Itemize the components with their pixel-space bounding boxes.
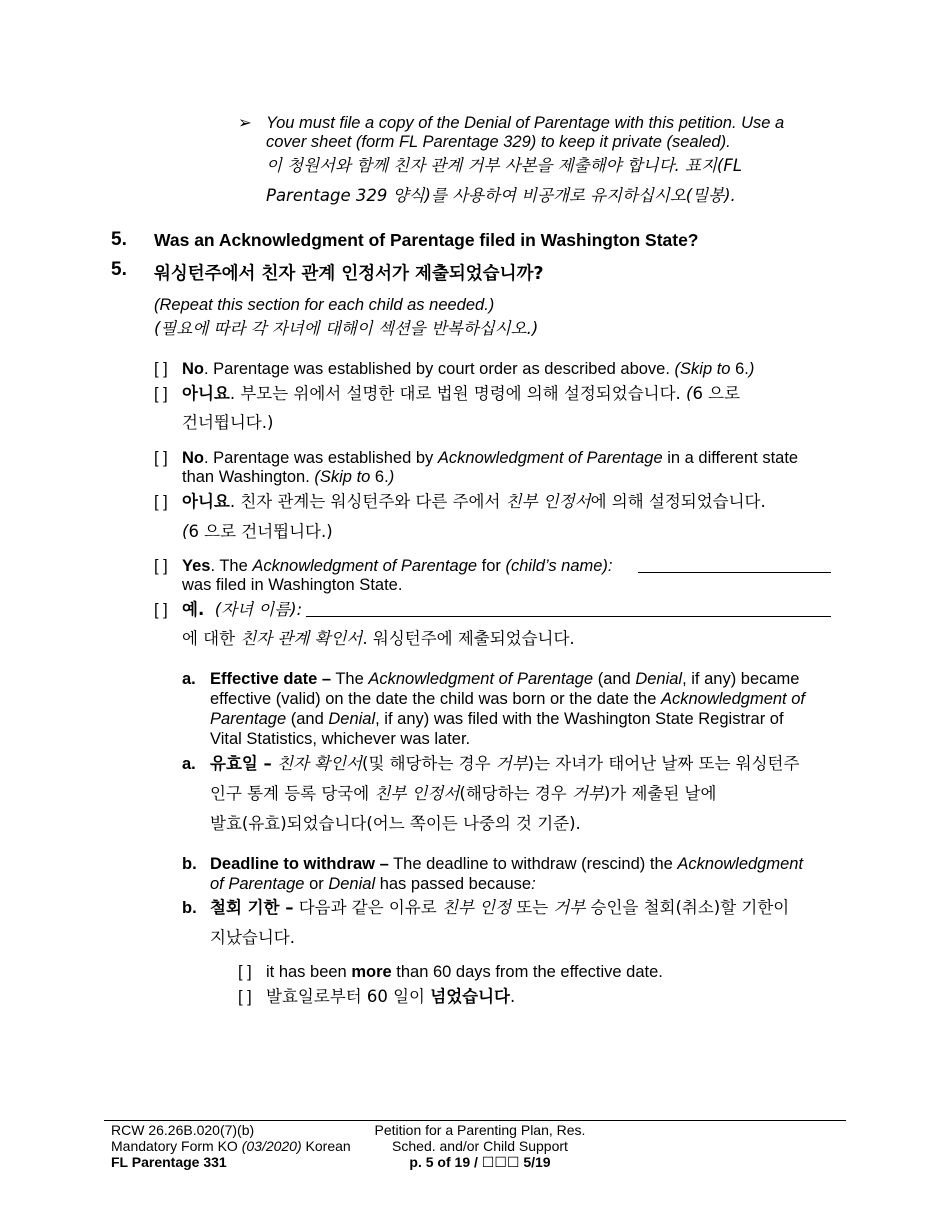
option-no-other-state-en-line2: than Washington. (Skip to 6.) (182, 468, 395, 486)
item-a-letter: a. (182, 670, 196, 688)
footer-statute: RCW 26.26B.020(7)(b) (111, 1122, 255, 1138)
option-yes-ko-line2: 에 대한 친자 관계 확인서. 워싱턴주에 제출되었습니다. (182, 629, 575, 648)
item-b-letter-ko: b. (182, 899, 197, 917)
checkbox-yes-ko[interactable]: [ ] (154, 601, 168, 619)
option-yes-en-line2: was filed in Washington State. (182, 576, 403, 594)
footer-doc-title-line2: Sched. and/or Child Support (392, 1138, 568, 1154)
section-number: 5. (111, 229, 127, 250)
checkbox-no-court-order[interactable]: [ ] (154, 360, 168, 378)
item-a-en-line1: Effective date – The Acknowledgment of Parentage (and Denial, if any) became (210, 670, 800, 688)
option-more-than-60-days-ko: 발효일로부터 60 일이 넘었습니다. (266, 987, 516, 1006)
checkbox-no-court-order-ko[interactable]: [ ] (154, 385, 168, 403)
item-a-en-line4: Vital Statistics, whichever was later. (210, 730, 471, 748)
child-name-input-ko[interactable] (306, 602, 831, 617)
arrow-bullet-icon: ➢ (238, 114, 252, 132)
option-no-court-order-ko-line2: 건너뜁니다.) (182, 413, 274, 432)
footer-form-version: Mandatory Form KO (03/2020) Korean (111, 1138, 351, 1154)
checkbox-more-than-60-days[interactable]: [ ] (238, 963, 252, 981)
item-b-ko-line1: 철회 기한 – 다음과 같은 이유로 친부 인정 또는 거부 승인을 철회(취소)할 기한이 (210, 898, 790, 917)
item-b-ko-line2: 지났습니다. (210, 928, 295, 947)
bullet-text-en-line1: You must file a copy of the Denial of Parentage with this petition. Use a (266, 114, 785, 132)
checkbox-no-other-state[interactable]: [ ] (154, 449, 168, 467)
item-b-en-line2: of Parentage or Denial has passed because: (210, 875, 536, 893)
item-a-ko-line3: 발효(유효)되었습니다(어느 쪽이든 나중의 것 기준). (210, 814, 581, 833)
footer-doc-title-line1: Petition for a Parenting Plan, Res. (374, 1122, 586, 1138)
option-no-court-order-en: No. Parentage was established by court order as described above. (Skip to 6.) (182, 360, 755, 378)
option-more-than-60-days-en: it has been more than 60 days from the effective date. (266, 963, 663, 981)
section-title-ko: 워싱턴주에서 친자 관계 인정서가 제출되었습니까? (154, 264, 544, 284)
checkbox-yes[interactable]: [ ] (154, 557, 168, 575)
child-name-input[interactable] (638, 558, 831, 573)
option-no-other-state-ko: 아니요. 친자 관계는 워싱턴주와 다른 주에서 친부 인정서에 의해 설정되었습니다. (182, 492, 766, 511)
bullet-text-ko-line2: Parentage 329 양식)를 사용하여 비공개로 유지하십시오(밀봉). (266, 186, 736, 205)
footer-form-id: FL Parentage 331 (111, 1154, 227, 1170)
item-a-en-line2: effective (valid) on the date the child was born or the date the Acknowledgment of (210, 690, 805, 708)
repeat-note-en: (Repeat this section for each child as needed.) (154, 296, 495, 314)
bullet-text-ko-line1: 이 청원서와 함께 친자 관계 거부 사본을 제출해야 합니다. 표지(FL (266, 156, 743, 175)
option-no-court-order-ko: 아니요. 부모는 위에서 설명한 대로 법원 명령에 의해 설정되었습니다. (6 으로 (182, 384, 741, 403)
option-no-other-state-en: No. Parentage was established by Acknowledgment of Parentage in a different state (182, 449, 799, 467)
footer-page-number: p. 5 of 19 / ☐☐☐ 5/19 (409, 1154, 551, 1170)
section-number-ko: 5. (111, 259, 127, 280)
checkbox-more-than-60-days-ko[interactable]: [ ] (238, 988, 252, 1006)
item-a-en-line3: Parentage (and Denial, if any) was filed with the Washington State Registrar of (210, 710, 784, 728)
item-b-letter: b. (182, 855, 197, 873)
repeat-note-ko: (필요에 따라 각 자녀에 대해이 섹션을 반복하십시오.) (154, 319, 539, 338)
item-b-en-line1: Deadline to withdraw – The deadline to withdraw (rescind) the Acknowledgment (210, 855, 804, 873)
item-a-ko-line2: 인구 통계 등록 당국에 친부 인정서(해당하는 경우 거부)가 제출된 날에 (210, 784, 717, 803)
footer-divider (104, 1120, 846, 1121)
item-a-ko-line1: 유효일 – 친자 확인서(및 해당하는 경우 거부)는 자녀가 태어난 날짜 또는 워싱턴주 (210, 754, 800, 773)
option-no-other-state-ko-line2: (6 으로 건너뜁니다.) (182, 522, 333, 541)
section-title-en: Was an Acknowledgment of Parentage filed in Washington State? (154, 230, 699, 250)
bullet-text-en-line2: cover sheet (form FL Parentage 329) to keep it private (sealed). (266, 133, 731, 151)
item-a-letter-ko: a. (182, 755, 196, 773)
option-yes-en: Yes. The Acknowledgment of Parentage for (child’s name): (182, 557, 613, 575)
option-yes-ko: 예. (자녀 이름): (182, 600, 303, 619)
checkbox-no-other-state-ko[interactable]: [ ] (154, 493, 168, 511)
